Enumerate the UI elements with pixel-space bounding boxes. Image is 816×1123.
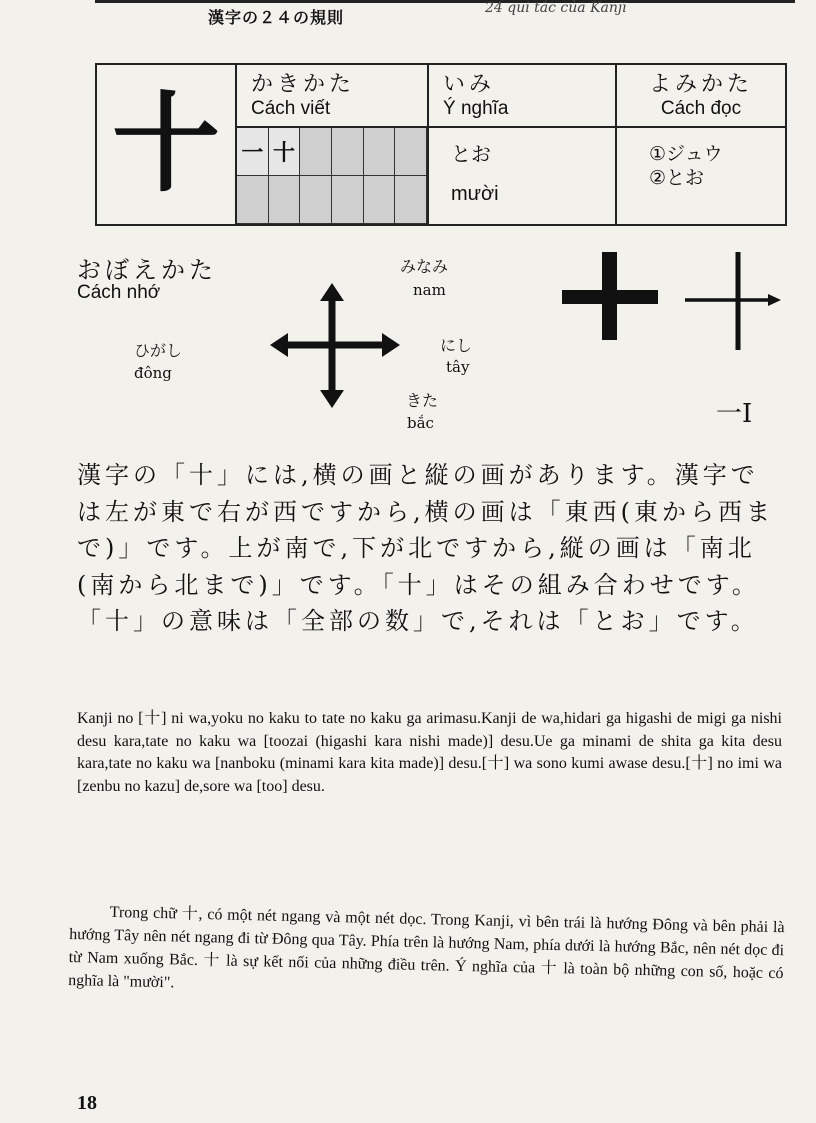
- meaning-header-cell: [428, 64, 616, 127]
- stroke-box: [364, 128, 396, 176]
- mnemonic-title-vi: Cách nhớ: [77, 282, 161, 303]
- header-rule: [95, 0, 795, 3]
- reading-header-vi: Cách đọc: [660, 98, 742, 119]
- header-title-jp: 漢字の２４の規則: [208, 8, 345, 27]
- writing-header-vi: Cách viết: [251, 98, 331, 119]
- stroke-order-grid: [237, 128, 427, 224]
- meaning-value-cell: [428, 127, 616, 225]
- header-title-vi: 24 qui tắc của Kanji: [485, 0, 627, 16]
- east-label-jp: ひがし: [134, 341, 183, 360]
- south-label-vi: nam: [413, 281, 446, 299]
- stroke-cross-illustration: [683, 250, 783, 355]
- kanji-large-cell: [96, 64, 236, 225]
- writing-header-jp: かきかた: [251, 72, 356, 97]
- reading-2: ②とお: [649, 166, 705, 189]
- vietnamese-paragraph: Trong chữ 十, có một nét ngang và một nét dọc. Trong Kanji, vì bên trái là hướng Đông và bên phải là hướng Tây nên nét ngang đi từ Đông qua Tây. Phía trên là hướng Nam, phía dưới là hướng Bắc, nên nét dọc đi từ Nam xuống Bắc. 十 là sự kết nối của những điều trên. Ý nghĩa của 十 là toàn bộ những con số, hoặc có nghĩa là "mười".: [67, 903, 785, 992]
- stroke-order-cell: [236, 127, 428, 225]
- reading-value-cell: [616, 127, 786, 225]
- stroke-box: 一: [237, 128, 269, 176]
- stroke-box: [332, 176, 364, 224]
- writing-header-cell: [236, 64, 428, 127]
- bold-cross-illustration: [562, 252, 658, 342]
- stroke-box: [332, 128, 364, 176]
- stroke-order-label: 一I: [716, 399, 753, 429]
- west-label-vi: tây: [446, 358, 470, 376]
- stroke-box: [395, 128, 427, 176]
- stroke-box: [269, 176, 301, 224]
- stroke-box: [395, 176, 427, 224]
- east-label-vi: đông: [134, 364, 172, 382]
- stroke-box: [364, 176, 396, 224]
- page-number: 18: [77, 1092, 97, 1114]
- reading-1: ①ジュウ: [649, 142, 723, 165]
- kanji-large: 十: [111, 81, 220, 207]
- south-label-jp: みなみ: [400, 257, 449, 276]
- mnemonic-title-jp: おぼえかた: [77, 256, 217, 284]
- meaning-value-vi: mười: [451, 182, 499, 205]
- romaji-paragraph: Kanji no [十] ni wa,yoku no kaku to tate no kaku ga arimasu.Kanji de wa,hidari ga higashi de migi ga nishi desu kara,tate no kaku wa [toozai (higashi kara nishi made)] desu.Ue ga minami de shita ga kita desu kara,tate no kaku wa [nanboku (minami kara kita made)] desu.[十] wa sono kumi awase desu.[十] no imi wa [zenbu no kazu] de,sore wa [too] desu.: [77, 710, 783, 795]
- reading-header-cell: [616, 64, 786, 127]
- reading-header-jp: よみかた: [648, 72, 753, 97]
- stroke-box: [300, 176, 332, 224]
- north-label-jp: きた: [406, 391, 439, 410]
- stroke-box: [300, 128, 332, 176]
- stroke-box: [237, 176, 269, 224]
- meaning-value-jp: とお: [451, 141, 491, 166]
- japanese-paragraph: 漢字の「十」には,横の画と縦の画があります。漢字では左が東で右が西ですから,横の画は「東西(東から西まで)」です。上が南で,下が北ですから,縦の画は「南北(南から北まで)」です。「十」はその組み合わせです。「十」の意味は「全部の数」で,それは「とお」です。: [77, 461, 774, 635]
- stroke-box: 十: [269, 128, 301, 176]
- north-label-vi: bắc: [407, 414, 434, 432]
- meaning-header-vi: Ý nghĩa: [443, 98, 509, 119]
- west-label-jp: にし: [440, 336, 473, 355]
- compass-cross-arrows: [270, 283, 400, 408]
- meaning-header-jp: いみ: [443, 72, 496, 97]
- kanji-info-table: [95, 63, 787, 226]
